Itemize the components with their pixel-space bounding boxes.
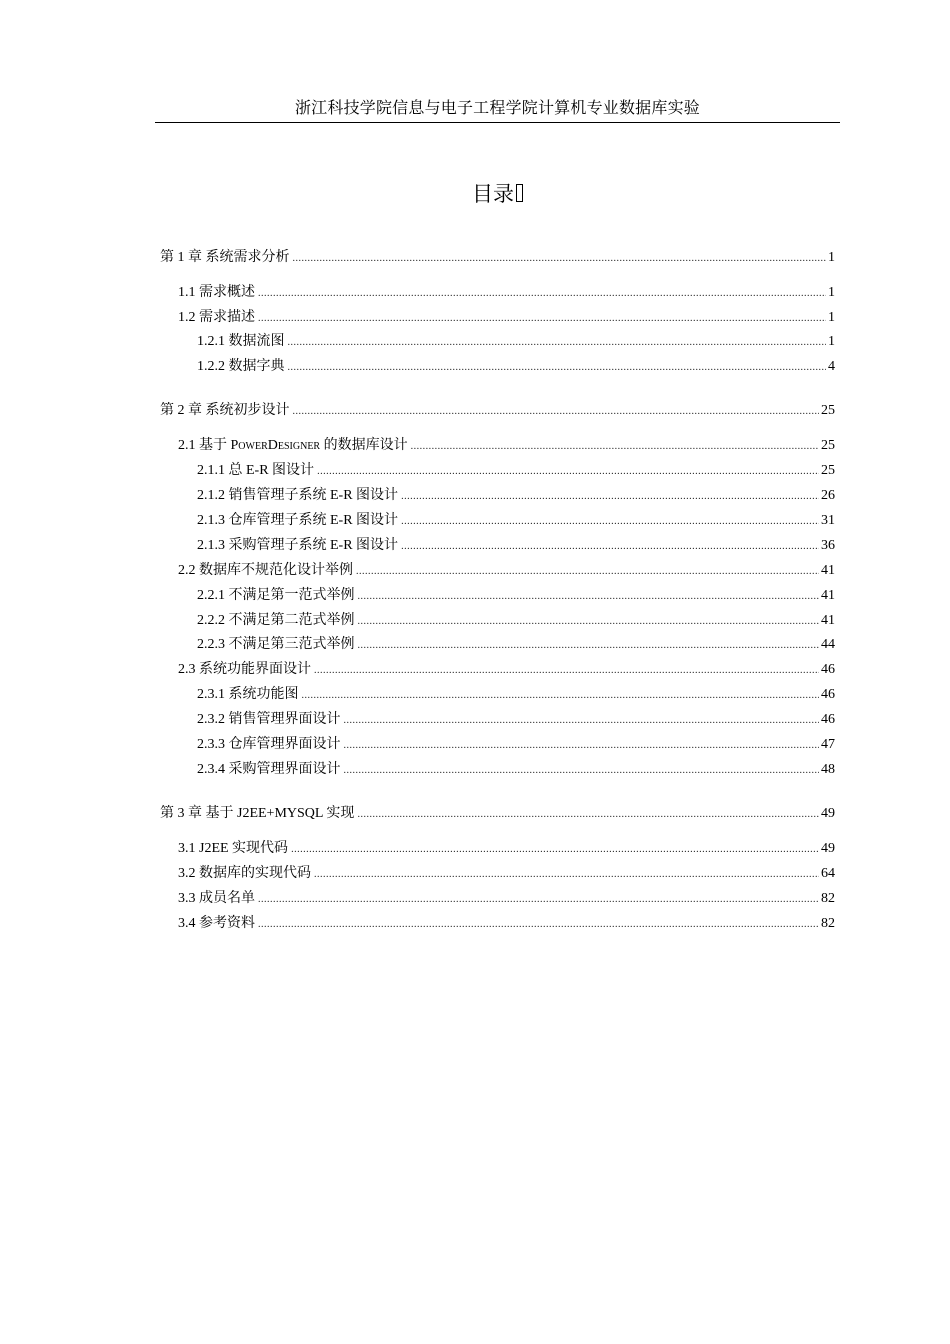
dot-leader — [401, 537, 819, 557]
toc-entry-label: 第 3 章 基于 J2EE+MYSQL 实现 — [160, 806, 355, 821]
toc-entry-1-2-1[interactable] — [197, 332, 835, 352]
toc-entry-label: 2.3.2 销售管理界面设计 — [197, 712, 341, 727]
toc-entry-2-1-2[interactable] — [197, 486, 835, 506]
toc-entry-page: 41 — [821, 588, 835, 603]
toc-entry-3-4[interactable] — [178, 914, 835, 934]
toc-entry-label: 2.3 系统功能界面设计 — [178, 662, 311, 677]
toc-entry-page: 48 — [821, 762, 835, 777]
toc-entry-page: 1 — [828, 285, 835, 300]
dot-leader — [302, 686, 820, 706]
toc-entry-page: 46 — [821, 662, 835, 677]
dot-leader — [344, 736, 820, 756]
toc-entry-2-2-3[interactable] — [197, 635, 835, 655]
toc-entry-1-2-2[interactable] — [197, 357, 835, 377]
dot-leader — [358, 612, 820, 632]
toc-entry-page: 46 — [821, 687, 835, 702]
toc-entry-label: 1.2.1 数据流图 — [197, 334, 285, 349]
toc-entry-label: 2.2.3 不满足第三范式举例 — [197, 637, 355, 652]
dot-leader — [314, 865, 819, 885]
toc-entry-2-2-1[interactable] — [197, 586, 835, 606]
toc-entry-2-2[interactable] — [178, 561, 835, 581]
toc-entry-label: 1.1 需求概述 — [178, 285, 255, 300]
page-header: 浙江科技学院信息与电子工程学院计算机专业数据库实验 — [294, 100, 700, 117]
toc-entry-chapter-3[interactable] — [160, 804, 835, 824]
toc-entry-chapter-1[interactable] — [160, 248, 835, 268]
toc-entry-2-3[interactable] — [178, 660, 835, 680]
toc-entry-2-1-3-warehouse[interactable] — [197, 511, 835, 531]
toc-entry-1-1[interactable] — [178, 283, 835, 303]
dot-leader — [357, 805, 819, 825]
smallcaps-ower: OWER — [238, 441, 268, 452]
toc-entry-label: 1.2.2 数据字典 — [197, 359, 285, 374]
toc-entry-page: 25 — [821, 463, 835, 478]
toc-entry-2-3-2[interactable] — [197, 710, 835, 730]
toc-entry-2-3-3[interactable] — [197, 735, 835, 755]
toc-entry-label: 2.3.3 仓库管理界面设计 — [197, 737, 341, 752]
toc-entry-2-1-1[interactable] — [197, 461, 835, 481]
smallcaps-p: P — [230, 438, 239, 453]
toc-entry-label: 3.4 参考资料 — [178, 916, 255, 931]
toc-entry-label: 2.1.1 总 E-R 图设计 — [197, 463, 315, 478]
toc-entry-label: 2.3.1 系统功能图 — [197, 687, 299, 702]
dot-leader — [258, 284, 826, 304]
toc-entry-page: 1 — [828, 250, 835, 265]
toc-entry-prefix: 2.1 基于 — [178, 438, 231, 453]
dot-leader — [293, 249, 827, 269]
dot-leader — [293, 402, 820, 422]
toc-entry-label: 1.2 需求描述 — [178, 310, 255, 325]
dot-leader — [314, 661, 819, 681]
toc-entry-label: 2.1.3 仓库管理子系统 E-R 图设计 — [197, 513, 399, 528]
toc-entry-label: 3.1 J2EE 实现代码 — [178, 841, 289, 856]
toc-entry-page: 49 — [821, 806, 835, 821]
toc-entry-page: 41 — [821, 563, 835, 578]
toc-entry-label: 3.2 数据库的实现代码 — [178, 866, 311, 881]
dot-leader — [401, 487, 819, 507]
dot-leader — [358, 587, 820, 607]
toc-entry-label: 第 2 章 系统初步设计 — [160, 403, 290, 418]
dot-leader — [288, 333, 827, 353]
toc-entry-chapter-2[interactable] — [160, 401, 835, 421]
toc-entry-label — [178, 436, 408, 457]
dot-leader — [291, 840, 819, 860]
toc-entry-2-1-3-purchasing[interactable] — [197, 536, 835, 556]
toc-entry-page: 64 — [821, 866, 835, 881]
toc-entry-3-3[interactable] — [178, 889, 835, 909]
toc-entry-suffix: 的数据库设计 — [320, 438, 408, 453]
dot-leader — [288, 358, 827, 378]
toc-entry-page: 1 — [828, 310, 835, 325]
toc-entry-2-1[interactable] — [178, 436, 835, 456]
smallcaps-esigner: ESIGNER — [277, 441, 321, 452]
toc-entry-page: 1 — [828, 334, 835, 349]
toc-entry-page: 25 — [821, 438, 835, 453]
toc-entry-1-2[interactable] — [178, 308, 835, 328]
toc-entry-page: 44 — [821, 637, 835, 652]
dot-leader — [258, 915, 819, 935]
dot-leader — [344, 711, 820, 731]
toc-entry-page: 82 — [821, 891, 835, 906]
toc-entry-label: 2.2.1 不满足第一范式举例 — [197, 588, 355, 603]
toc-entry-page: 26 — [821, 488, 835, 503]
dot-leader — [344, 761, 820, 781]
toc-entry-page: 4 — [828, 359, 835, 374]
toc-entry-page: 82 — [821, 916, 835, 931]
dot-leader — [358, 636, 820, 656]
toc-entry-page: 49 — [821, 841, 835, 856]
dot-leader — [258, 890, 819, 910]
smallcaps-d: D — [267, 438, 278, 453]
toc-entry-label: 2.2 数据库不规范化设计举例 — [178, 563, 353, 578]
dot-leader — [258, 309, 826, 329]
toc-entry-3-1[interactable] — [178, 839, 835, 859]
toc-entry-label: 2.1.3 采购管理子系统 E-R 图设计 — [197, 538, 399, 553]
toc-title-text: 目录 — [472, 182, 514, 206]
dot-leader — [411, 437, 819, 457]
toc-entry-label: 2.3.4 采购管理界面设计 — [197, 762, 341, 777]
toc-entry-page: 47 — [821, 737, 835, 752]
toc-entry-page: 31 — [821, 513, 835, 528]
toc-entry-label: 2.1.2 销售管理子系统 E-R 图设计 — [197, 488, 399, 503]
toc-entry-label: 2.2.2 不满足第二范式举例 — [197, 613, 355, 628]
toc-entry-page: 25 — [821, 403, 835, 418]
dot-leader — [401, 512, 819, 532]
toc-entry-page: 36 — [821, 538, 835, 553]
dot-leader — [317, 462, 819, 482]
toc-entry-2-2-2[interactable] — [197, 611, 835, 631]
dot-leader — [356, 562, 819, 582]
toc-entry-label: 第 1 章 系统需求分析 — [160, 250, 290, 265]
toc-entry-2-3-4[interactable] — [197, 760, 835, 780]
toc-entry-label: 3.3 成员名单 — [178, 891, 255, 906]
toc-entry-page: 46 — [821, 712, 835, 727]
toc-entry-3-2[interactable] — [178, 864, 835, 884]
toc-entry-page: 41 — [821, 613, 835, 628]
toc-entry-2-3-1[interactable] — [197, 685, 835, 705]
